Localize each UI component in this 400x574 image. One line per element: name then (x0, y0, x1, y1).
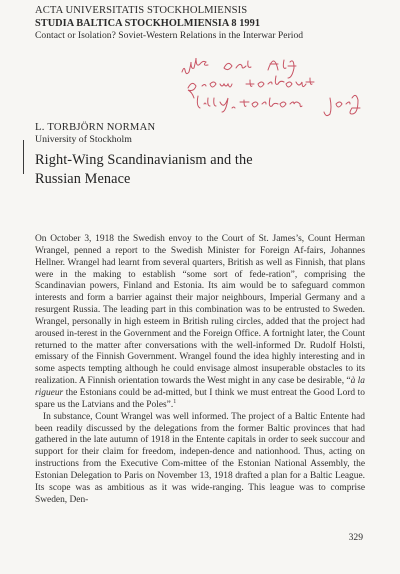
dedication-handwriting (180, 58, 380, 120)
paragraph-1 (35, 234, 365, 412)
paragraph-2: In substance, Count Wrangel was well informed. The project of a Baltic Entente had been readily discussed by the delegations from the former Baltic provinces that had gathered in the late autumn of 1918 in the Entente capitals in order to seek succour and support for their claim for freedom, indepen-dence and nationhood. Thus, acting on instructions from the Executive Com-mittee of the Estonian National Assembly, the Estonian Delegation to Paris on November 13, 1918 drafted a plan for a Baltic League. Its scope was as ambitious as it was wide-ranging. This league was to comprise Sweden, Den- (35, 411, 365, 505)
article-title (35, 151, 355, 188)
volume-title: Contact or Isolation? Soviet-Western Relations in the Interwar Period (35, 30, 304, 41)
article-body (35, 234, 365, 506)
margin-mark (23, 140, 24, 174)
footnote-marker: 1 (173, 398, 177, 405)
series-header (35, 5, 315, 43)
journal-name: ACTA UNIVERSITATIS STOCKHOLMIENSIS (35, 5, 248, 16)
handwritten-dedication (180, 58, 380, 120)
paragraph-1-text-a: On October 3, 1918 the Swedish envoy to the Court of St. James’s, Count Herman Wrangel, penned a report to the Swedish Minister for Foreign Af-fairs, Johannes Hellner. Wrangel had learnt from several quarters, British as well as Finnish, that plans were in the making to establish “some sort of fede-ration”, comprising the Scandinavian powers, Finland and Estonia. Its aim would be to safeguard common interests and form a barrier against their major neighbours, Imperial Germany and a resurgent Russia. The leading part in this combination was to be entrusted to Sweden. Wrangel, personally in high esteem in British ruling circles, added that the project had aroused in-terest in the Government and the Foreign Office. A fortnight later, the Count returned to the matter after conversations with the well-informed Dr. Rudolf Holsti, emissary of the Finnish Government. Wrangel found the idea highly interesting and in some aspects tempting although he could envisage almost insuperable obstacles to its realization. A Finnish orientation towards the West might in any case be desirable, “ (35, 234, 365, 387)
series-name: STUDIA BALTICA STOCKHOLMIENSIA 8 1991 (35, 17, 261, 29)
author-affiliation: University of Stockholm (35, 134, 132, 145)
title-line-1: Right-Wing Scandinavianism and the (35, 152, 253, 168)
paragraph-1-text-b: the Estonians could be ad-mitted, but I think we must entreat the Good Lord to spare us the Latvians and the Poles”. (35, 387, 365, 410)
paragraph-1-italic: à la rigueur (35, 376, 365, 398)
title-line-2: Russian Menace (35, 170, 131, 187)
author-name: L. TORBJÖRN NORMAN (35, 122, 156, 133)
page-number: 329 (348, 532, 363, 543)
author-block (35, 122, 155, 146)
